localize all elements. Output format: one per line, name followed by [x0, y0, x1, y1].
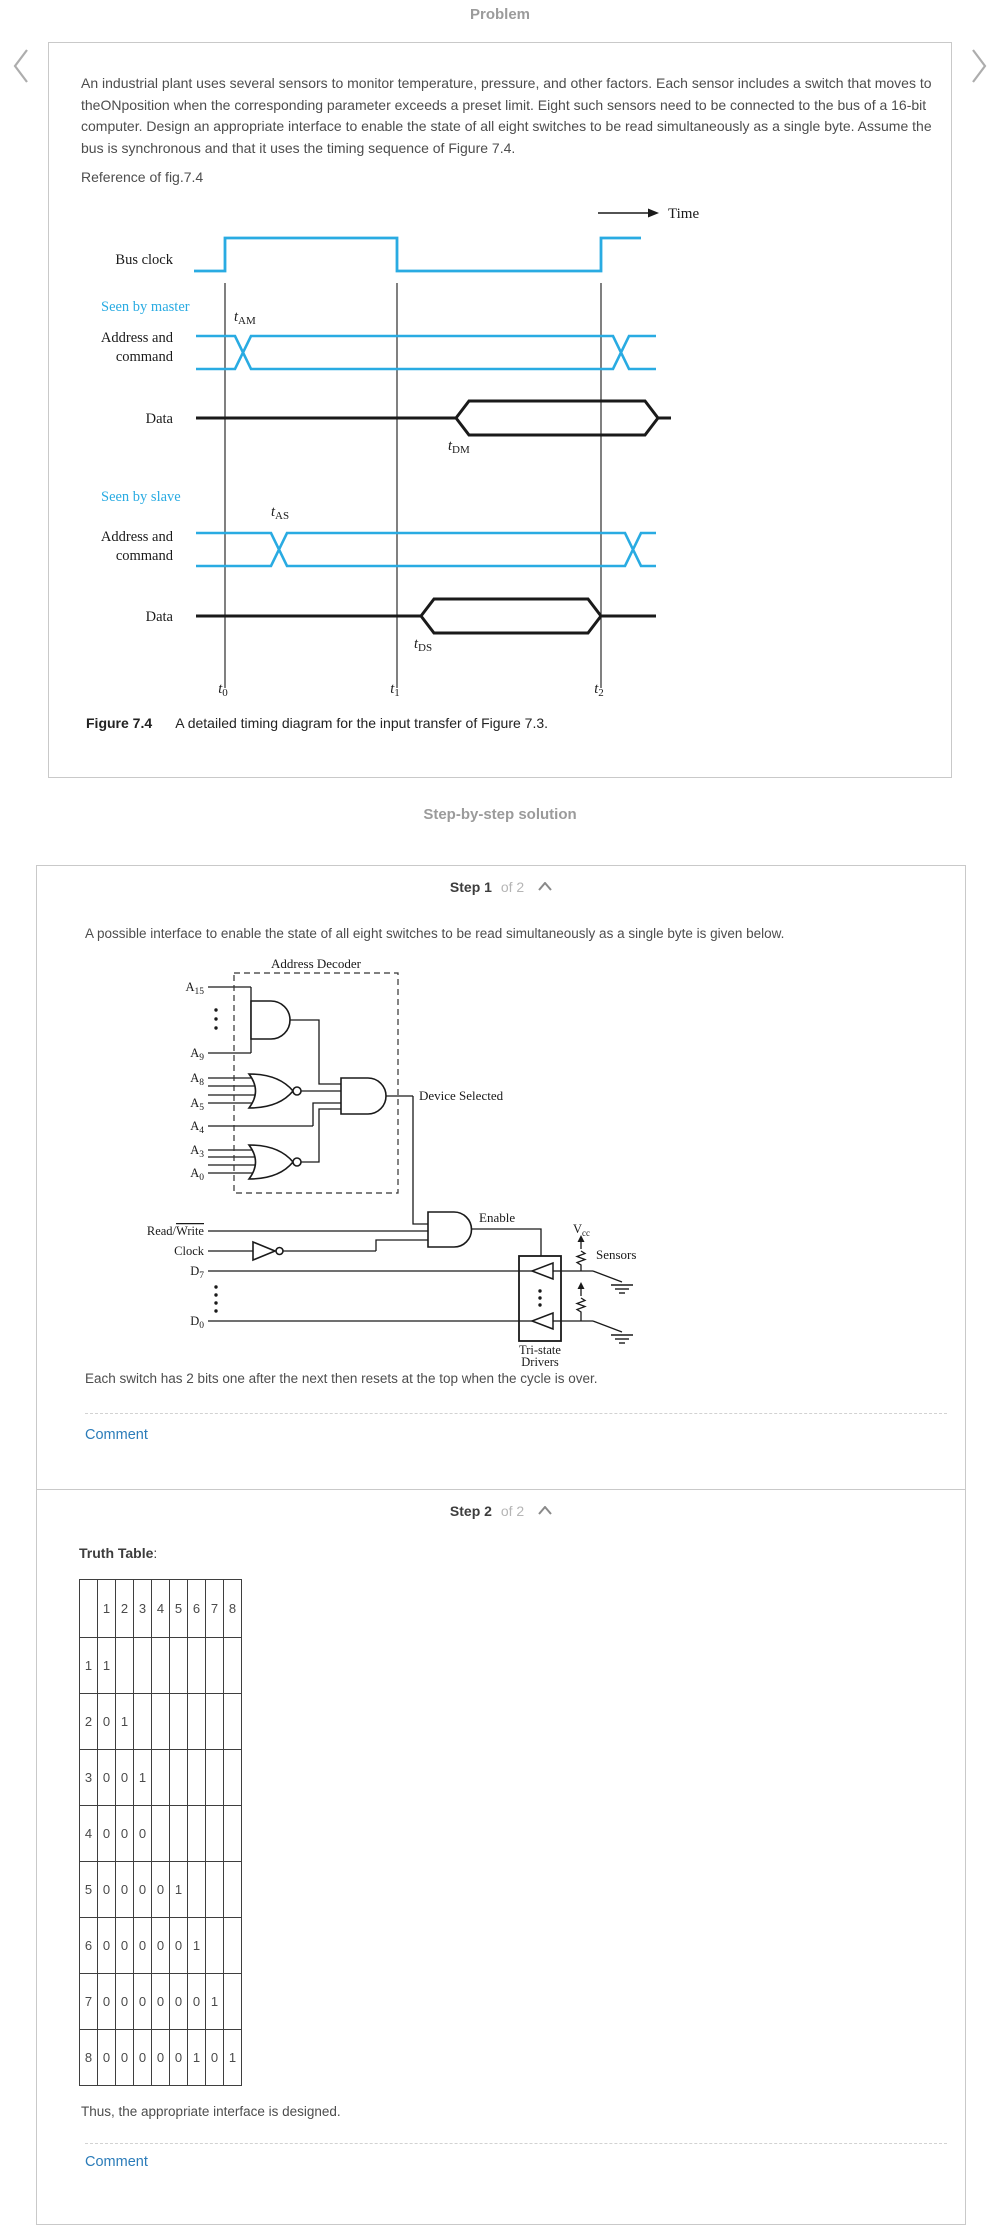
- sensors-label: Sensors: [596, 1247, 637, 1262]
- figure-caption-label: Figure 7.4: [86, 715, 153, 731]
- t-as-label: $t_{AS}$: [271, 504, 290, 522]
- truth-table-cell: [170, 1806, 188, 1862]
- slave-data-waveform: [196, 599, 656, 633]
- chevron-left-icon: [8, 46, 34, 86]
- bus-clock-waveform: [194, 238, 641, 271]
- truth-table-cell: [206, 1694, 224, 1750]
- clock-inverter: [253, 1242, 275, 1260]
- divider: [85, 2143, 947, 2144]
- t-dm-label: $t_{DM}$: [448, 438, 470, 456]
- truth-table-cell: [134, 1694, 152, 1750]
- truth-table-cell: [224, 1918, 242, 1974]
- truth-table-cell: 2: [80, 1694, 98, 1750]
- truth-table-cell: [152, 1694, 170, 1750]
- truth-table-cell: 0: [116, 1806, 134, 1862]
- truth-table-cell: 0: [134, 1806, 152, 1862]
- truth-table-cell: [188, 1694, 206, 1750]
- step2-collapse-button[interactable]: [538, 1502, 552, 1518]
- tri-state-label-2: Drivers: [521, 1355, 559, 1368]
- master-address-bus-waveform: [196, 336, 656, 369]
- truth-table-cell: 3: [134, 1580, 152, 1638]
- truth-table-row: [80, 2030, 242, 2086]
- truth-table-cell: 0: [134, 1862, 152, 1918]
- truth-table-cell: 0: [116, 1862, 134, 1918]
- seen-by-master-label: Seen by master: [101, 299, 190, 315]
- chevron-up-icon: [538, 882, 552, 891]
- truth-table-row: [80, 1862, 242, 1918]
- truth-table-row: [80, 1918, 242, 1974]
- pullup-resistors: [577, 1242, 585, 1321]
- time-label: Time: [668, 206, 700, 222]
- truth-table-cell: 6: [188, 1580, 206, 1638]
- truth-table-cell: [188, 1750, 206, 1806]
- a3-label: $A_3$: [190, 1143, 204, 1160]
- device-selected-label: Device Selected: [419, 1088, 504, 1103]
- truth-table-cell: [224, 1750, 242, 1806]
- truth-table-cell: 3: [80, 1750, 98, 1806]
- truth-table-cell: 0: [170, 1974, 188, 2030]
- truth-table-cell: 0: [152, 2030, 170, 2086]
- next-problem-button[interactable]: [966, 46, 992, 86]
- truth-table-cell: 1: [224, 2030, 242, 2086]
- truth-table-cell: 0: [206, 2030, 224, 2086]
- truth-table-cell: [170, 1750, 188, 1806]
- read-write-label: Read/Write: [146, 1224, 204, 1238]
- truth-table-cell: [152, 1806, 170, 1862]
- ground-icon: [611, 1285, 633, 1343]
- truth-table-cell: 4: [152, 1580, 170, 1638]
- truth-table-cell: 0: [116, 2030, 134, 2086]
- truth-table-cell: 0: [98, 1862, 116, 1918]
- truth-table-cell: [224, 1862, 242, 1918]
- slave-data-label: Data: [145, 609, 173, 625]
- step2-header: [37, 1502, 965, 1519]
- truth-table-cell: 1: [80, 1638, 98, 1694]
- truth-table-cell: [152, 1750, 170, 1806]
- step1-collapse-button[interactable]: [538, 878, 552, 894]
- a5-label: $A_5$: [190, 1096, 204, 1113]
- step1-title: Step 1: [449, 879, 492, 895]
- truth-table-cell: 2: [116, 1580, 134, 1638]
- step1-header: [37, 878, 965, 895]
- truth-table-cell: 0: [152, 1918, 170, 1974]
- seen-by-slave-label: Seen by slave: [101, 489, 181, 505]
- d7-label: $D_7$: [190, 1264, 204, 1281]
- truth-table-cell: 1: [170, 1862, 188, 1918]
- truth-table-cell: 0: [98, 2030, 116, 2086]
- truth-table-cell: [224, 1694, 242, 1750]
- truth-table-cell: 6: [80, 1918, 98, 1974]
- truth-table-cell: 0: [98, 1918, 116, 1974]
- step2-title-suffix: of 2: [500, 1503, 525, 1519]
- d0-label: $D_0$: [190, 1314, 204, 1331]
- truth-table-cell: 0: [134, 1918, 152, 1974]
- truth-table-title: Truth Table:: [79, 1545, 158, 1561]
- truth-table-cell: 0: [170, 2030, 188, 2086]
- truth-table-cell: [206, 1862, 224, 1918]
- slave-address-label-1: Address and: [100, 529, 173, 545]
- truth-table-cell: [224, 1638, 242, 1694]
- step1-card: [36, 865, 966, 1490]
- truth-table-cell: 8: [224, 1580, 242, 1638]
- chevron-up-icon: [538, 1506, 552, 1515]
- divider: [85, 1413, 947, 1414]
- vcc-arrow-icon: [578, 1282, 585, 1289]
- solution-heading: Step-by-step solution: [423, 806, 577, 823]
- a4-label: $A_4$: [190, 1119, 204, 1136]
- truth-table-cell: 0: [116, 1750, 134, 1806]
- truth-table-row: [80, 1638, 242, 1694]
- truth-table-row: [80, 1694, 242, 1750]
- truth-table-cell: 7: [80, 1974, 98, 2030]
- timing-diagram: [96, 201, 711, 701]
- truth-table-cell: [206, 1918, 224, 1974]
- truth-table-cell: [206, 1750, 224, 1806]
- truth-table-cell: 5: [80, 1862, 98, 1918]
- truth-table-cell: [224, 1974, 242, 2030]
- truth-table-row: [80, 1806, 242, 1862]
- truth-table-cell: 1: [98, 1638, 116, 1694]
- truth-table-cell: 0: [134, 1974, 152, 2030]
- truth-table-header-row: [80, 1580, 242, 1638]
- truth-table: [79, 1579, 242, 2086]
- truth-table-cell: [170, 1694, 188, 1750]
- bus-clock-label: Bus clock: [115, 252, 173, 268]
- truth-table-cell: 0: [98, 1750, 116, 1806]
- address-decoder-label: Address Decoder: [271, 956, 361, 971]
- step2-conclusion: Thus, the appropriate interface is designed.: [81, 2104, 341, 2119]
- slave-address-label-2: command: [115, 548, 173, 564]
- truth-table-cell: 4: [80, 1806, 98, 1862]
- truth-table-cell: 0: [188, 1974, 206, 2030]
- truth-table-cell: 0: [98, 1974, 116, 2030]
- step2-title: Step 2: [449, 1503, 492, 1519]
- device-select-and-gate: [341, 1078, 386, 1114]
- a0-label: $A_0$: [190, 1166, 204, 1183]
- step1-intro: A possible interface to enable the state of all eight switches to be read simultaneously as a single byte is given below.: [85, 926, 785, 941]
- a15-label: $A_{15}$: [185, 980, 204, 997]
- truth-table-row: [80, 1974, 242, 2030]
- figure-reference: Reference of fig.7.4: [81, 169, 204, 185]
- truth-table-cell: 0: [98, 1694, 116, 1750]
- and-gate-a15-a9: [251, 1001, 290, 1039]
- truth-table-cell: 1: [116, 1694, 134, 1750]
- problem-statement: An industrial plant uses several sensors to monitor temperature, pressure, and other factors. Each sensor includes a switch that moves to theONposition when the corresponding parameter exceeds a preset limit. Eight such sensors need to be connected to the bus of a 16-bit computer. Design an appropriate interface to enable the state of all eight switches to be read simultaneously as a single byte. Assume the bus is synchronous and that it uses the timing sequence of Figure 7.4.: [81, 75, 932, 157]
- master-address-label-2: command: [115, 349, 173, 365]
- truth-table-cell: 0: [116, 1974, 134, 2030]
- t-am-label: $t_{AM}$: [234, 309, 256, 327]
- truth-table-cell: 0: [152, 1862, 170, 1918]
- tri-state-label-1: Tri-state: [519, 1343, 561, 1357]
- truth-table-cell: [188, 1638, 206, 1694]
- truth-table-cell: [188, 1862, 206, 1918]
- master-data-label: Data: [145, 411, 173, 427]
- master-address-label-1: Address and: [100, 330, 173, 346]
- truth-table-cell: [116, 1638, 134, 1694]
- interface-circuit-diagram: [141, 956, 686, 1368]
- truth-table-cell: 1: [206, 1974, 224, 2030]
- clock-edge-markers: [225, 283, 601, 688]
- master-data-waveform: [196, 401, 671, 435]
- truth-table-cell: 0: [152, 1974, 170, 2030]
- t2-label: $t_2$: [594, 681, 604, 699]
- truth-table-cell: 1: [134, 1750, 152, 1806]
- nor-gate-a3-a0: [249, 1145, 293, 1179]
- figure-caption: [86, 715, 548, 731]
- truth-table-cell: 0: [98, 1806, 116, 1862]
- enable-label: Enable: [479, 1210, 516, 1225]
- enable-and-gate: [428, 1212, 472, 1247]
- chevron-right-icon: [966, 46, 992, 86]
- truth-table-cell: 5: [170, 1580, 188, 1638]
- truth-table-cell: 0: [116, 1918, 134, 1974]
- step1-note: Each switch has 2 bits one after the next then resets at the top when the cycle is over.: [85, 1371, 598, 1386]
- nor-gate-a8-a5: [249, 1074, 293, 1108]
- slave-address-bus-waveform: [196, 533, 656, 566]
- truth-table-cell: [206, 1638, 224, 1694]
- truth-table-cell: [224, 1806, 242, 1862]
- truth-table-cell: 8: [80, 2030, 98, 2086]
- t1-label: $t_1$: [390, 681, 400, 699]
- truth-table-cell: 1: [98, 1580, 116, 1638]
- truth-table-cell: 0: [170, 1918, 188, 1974]
- t0-label: $t_0$: [218, 681, 228, 699]
- figure-caption-text: A detailed timing diagram for the input transfer of Figure 7.3.: [175, 715, 549, 731]
- prev-problem-button[interactable]: [8, 46, 34, 86]
- step2-comment-link[interactable]: Comment: [85, 2154, 148, 2170]
- truth-table-cell: 0: [134, 2030, 152, 2086]
- truth-table-cell: 1: [188, 1918, 206, 1974]
- problem-heading: Problem: [469, 6, 530, 23]
- t-ds-label: $t_{DS}$: [414, 636, 433, 654]
- step2-card: [36, 1489, 966, 2225]
- truth-table-cell: [206, 1806, 224, 1862]
- truth-table-cell: 7: [206, 1580, 224, 1638]
- truth-table-cell: [134, 1638, 152, 1694]
- truth-table-cell: [188, 1806, 206, 1862]
- clock-label: Clock: [174, 1244, 204, 1258]
- truth-table-row: [80, 1750, 242, 1806]
- truth-table-cell: [152, 1638, 170, 1694]
- truth-table-cell: [80, 1580, 98, 1638]
- a8-label: $A_8$: [190, 1071, 204, 1088]
- vcc-label: $V_{cc}$: [573, 1222, 591, 1238]
- step1-comment-link[interactable]: Comment: [85, 1427, 148, 1443]
- step1-title-suffix: of 2: [500, 879, 525, 895]
- time-arrow-icon: [648, 209, 659, 218]
- problem-card: [48, 42, 952, 778]
- truth-table-cell: 1: [188, 2030, 206, 2086]
- a9-label: $A_9$: [190, 1046, 204, 1063]
- truth-table-cell: [170, 1638, 188, 1694]
